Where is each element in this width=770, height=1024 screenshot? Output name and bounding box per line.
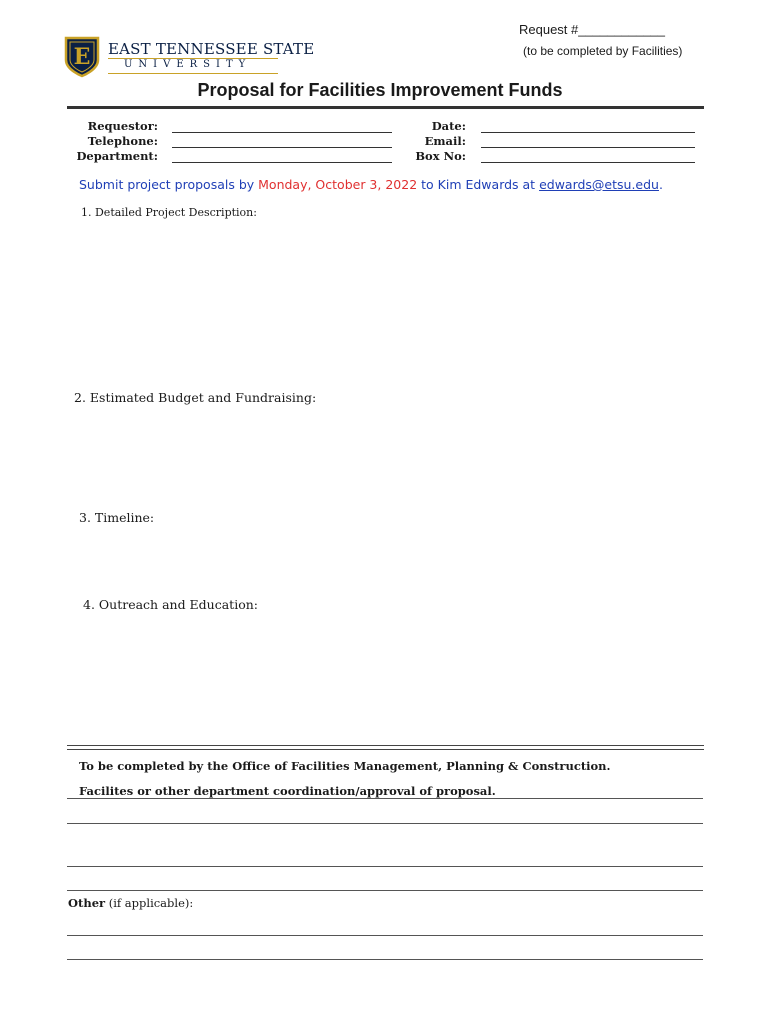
box-no-field[interactable] xyxy=(481,162,695,163)
logo-divider-bottom xyxy=(108,73,278,74)
title-underline xyxy=(67,106,704,109)
logo-letter: E xyxy=(73,44,91,70)
requestor-label: Requestor: xyxy=(87,119,158,133)
telephone-label: Telephone: xyxy=(87,134,158,148)
coordination-line-3[interactable] xyxy=(67,866,703,867)
question-project-description: 1. Detailed Project Description: xyxy=(81,206,257,219)
page-title: Proposal for Facilities Improvement Funds xyxy=(197,80,563,100)
coordination-line-2[interactable] xyxy=(67,823,703,824)
coordination-line-1[interactable] xyxy=(67,798,703,799)
other-line-2[interactable] xyxy=(67,959,703,960)
etsu-shield-icon xyxy=(64,36,100,78)
facilities-coordination-label: Facilites or other department coordination/approval of proposal. xyxy=(79,784,496,798)
submission-instructions xyxy=(79,177,663,192)
submit-suffix: . xyxy=(658,177,663,192)
box-no-label: Box No: xyxy=(415,149,466,163)
question-outreach-education: 4. Outreach and Education: xyxy=(83,597,258,612)
question-budget-fundraising: 2. Estimated Budget and Fundraising: xyxy=(74,390,317,405)
date-field[interactable] xyxy=(481,132,695,133)
department-field[interactable] xyxy=(172,162,392,163)
other-label xyxy=(68,896,193,910)
submit-email-link[interactable]: edwards@etsu.edu xyxy=(539,177,659,192)
request-number-label: Request #____________ xyxy=(519,22,666,37)
section-divider-top xyxy=(67,745,704,746)
request-number-note: (to be completed by Facilities) xyxy=(523,44,683,58)
other-line-1[interactable] xyxy=(67,935,703,936)
submit-deadline: Monday, October 3, 2022 xyxy=(258,177,418,192)
logo-university-name: EAST TENNESSEE STATE xyxy=(108,40,315,58)
question-timeline: 3. Timeline: xyxy=(79,510,155,525)
date-label: Date: xyxy=(431,119,466,133)
department-label: Department: xyxy=(76,149,158,163)
telephone-field[interactable] xyxy=(172,147,392,148)
facilities-heading: To be completed by the Office of Facilities Management, Planning & Construction. xyxy=(79,759,611,773)
logo-university-word: UNIVERSITY xyxy=(124,59,252,70)
other-label-bold: Other xyxy=(68,896,106,910)
requestor-field[interactable] xyxy=(172,132,392,133)
email-label: Email: xyxy=(424,134,466,148)
other-label-note: (if applicable): xyxy=(105,896,194,910)
etsu-logo xyxy=(64,36,315,78)
email-field[interactable] xyxy=(481,147,695,148)
submit-middle: to Kim Edwards at xyxy=(417,177,540,192)
section-divider-bottom xyxy=(67,749,704,750)
submit-prefix: Submit project proposals by xyxy=(79,177,259,192)
coordination-line-4[interactable] xyxy=(67,890,703,891)
